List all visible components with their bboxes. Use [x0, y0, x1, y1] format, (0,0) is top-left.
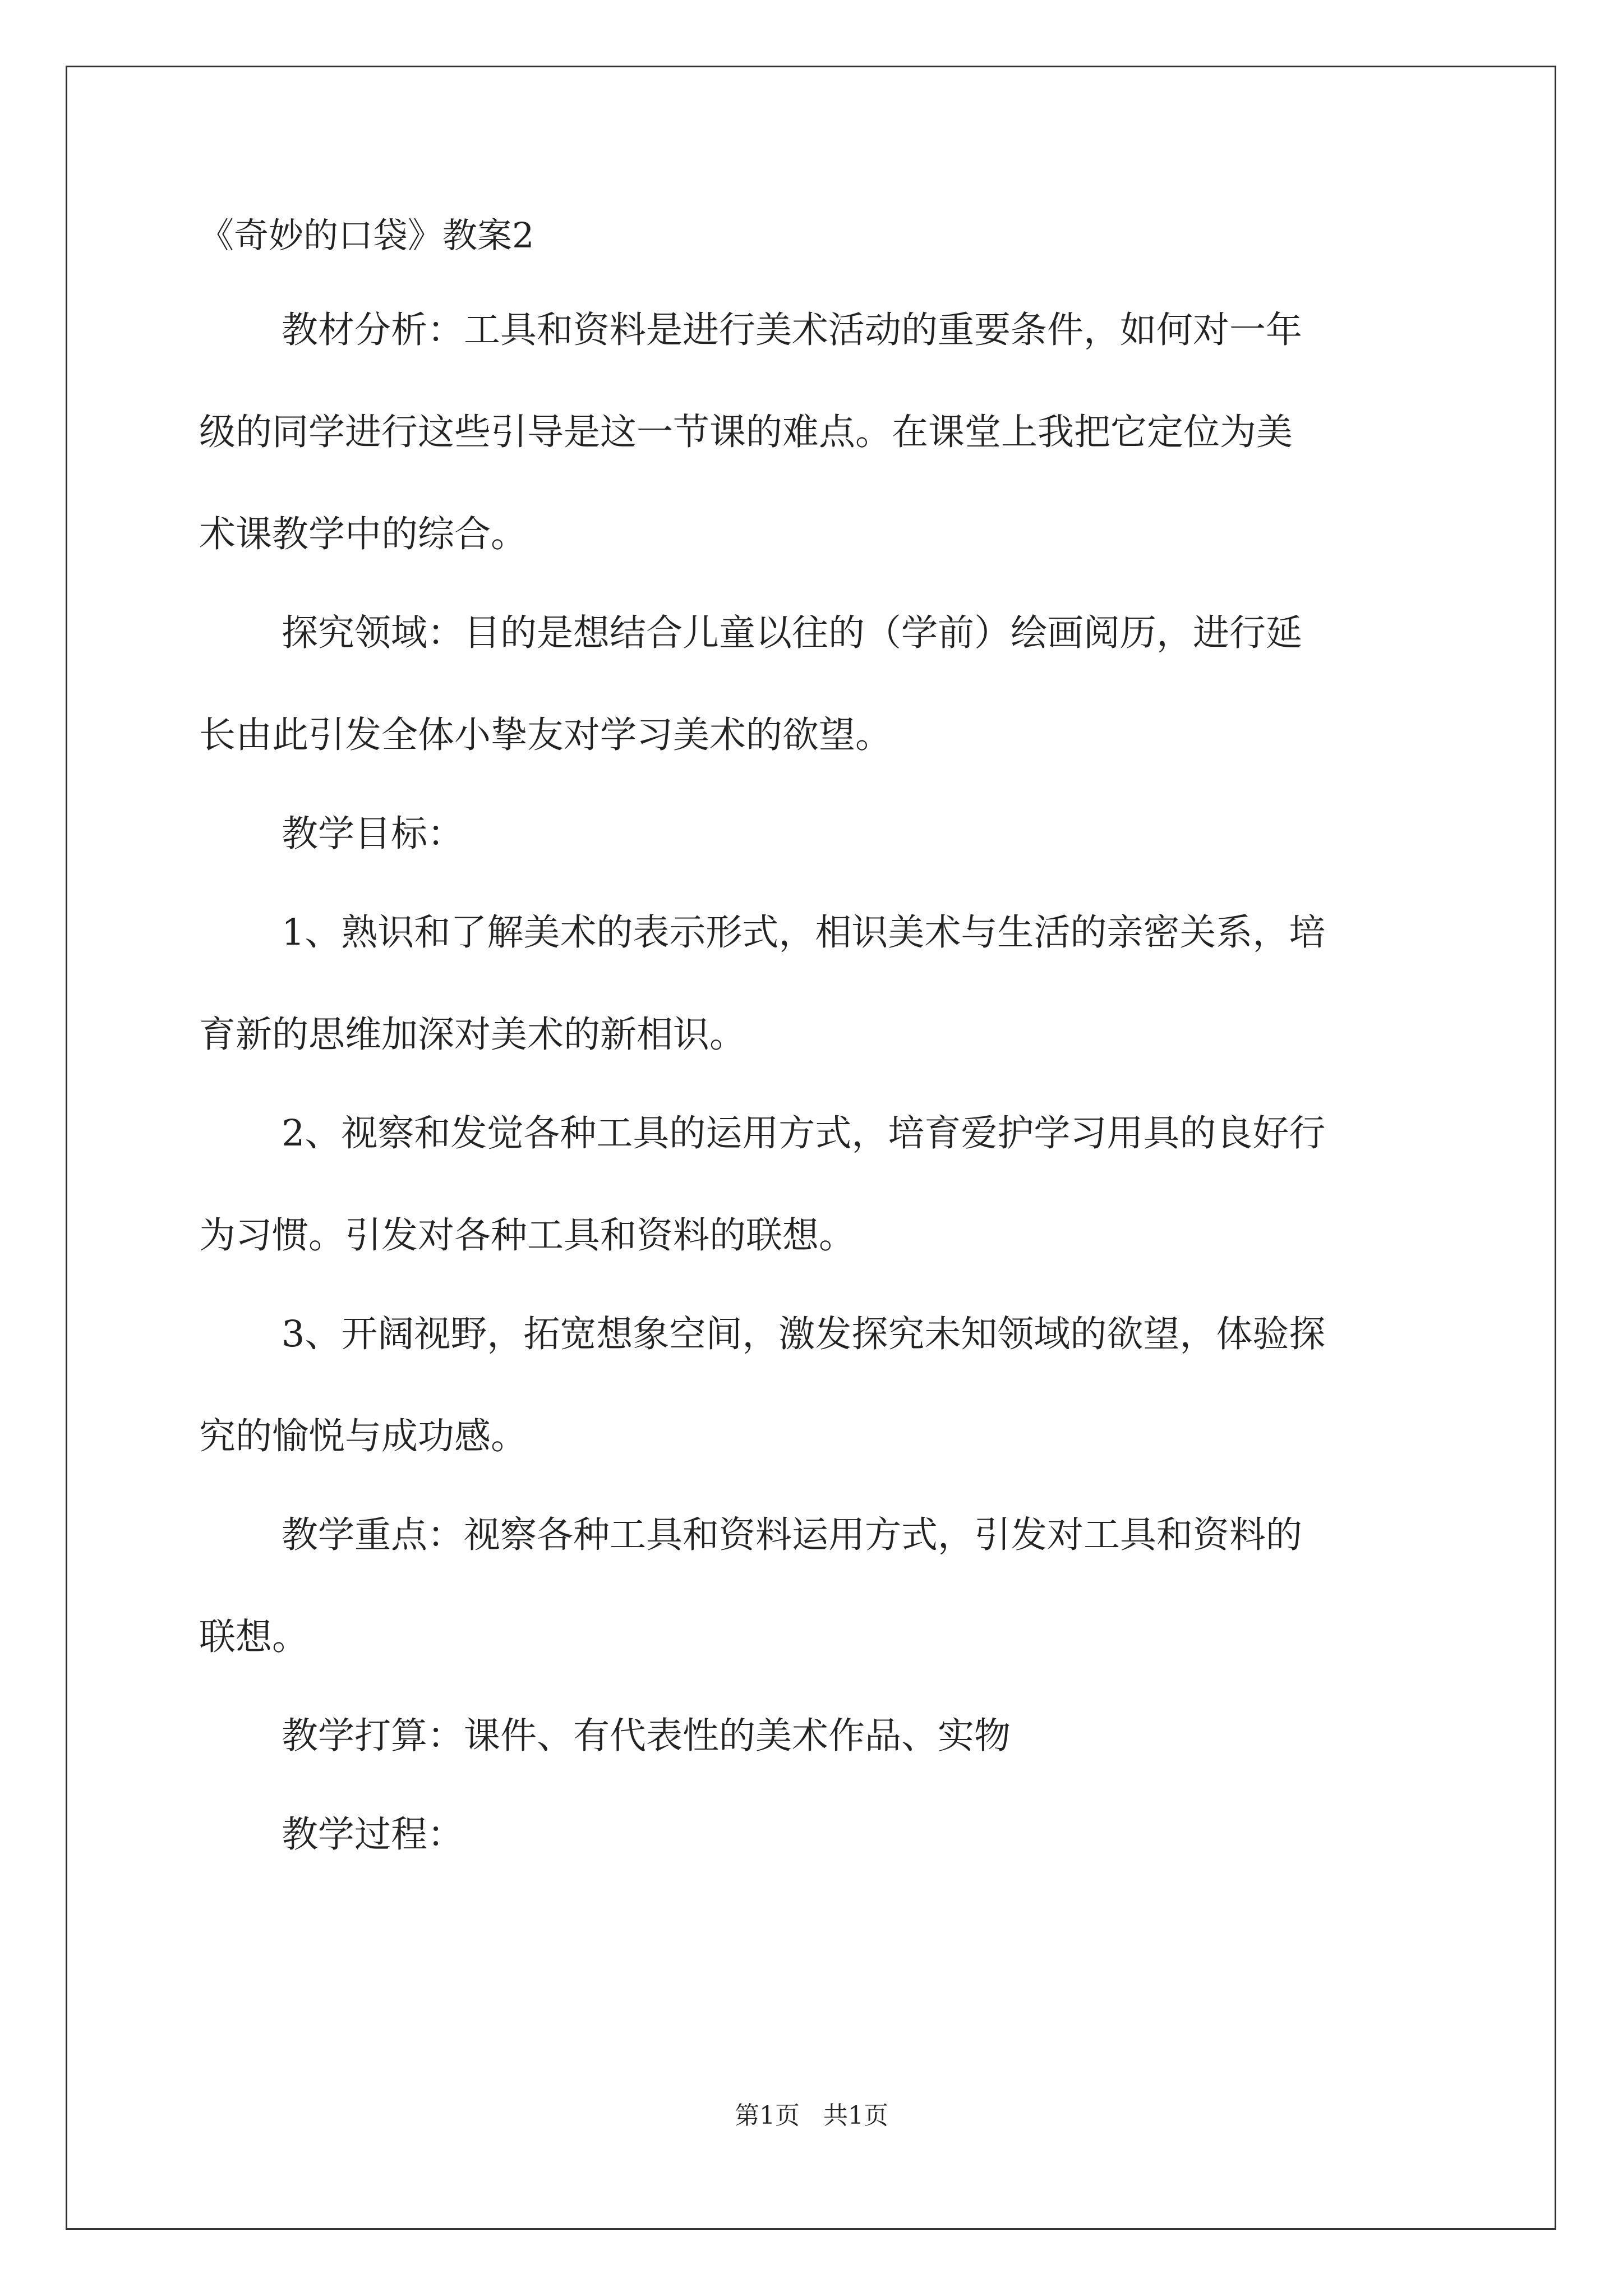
page-footer: 第1页 共1页 — [735, 2101, 888, 2130]
paragraph-line: 1、熟识和了解美术的表示形式，相识美术与生活的亲密关系，培 — [282, 912, 1326, 954]
paragraph-line: 教材分析：工具和资料是进行美术活动的重要条件，如何对一年 — [282, 309, 1303, 351]
paragraph-line: 为习惯。引发对各种工具和资料的联想。 — [199, 1214, 856, 1257]
paragraph-line: 教学过程： — [282, 1814, 464, 1856]
paragraph-line: 长由此引发全体小挚友对学习美术的欲望。 — [199, 714, 892, 756]
paragraph-goal-3 — [199, 1310, 1433, 1461]
document-title: 《奇妙的口袋》教案2 — [199, 215, 534, 256]
paragraph-teaching-focus — [199, 1511, 1433, 1662]
paragraph-line: 联想。 — [199, 1616, 309, 1658]
paragraph-goal-1 — [199, 909, 1433, 1059]
paragraph-line: 探究领域：目的是想结合儿童以往的（学前）绘画阅历，进行延 — [282, 612, 1303, 654]
paragraph-teaching-process-heading — [199, 1811, 1433, 1859]
paragraph-teaching-goals-heading — [199, 810, 1433, 858]
paragraph-line: 3、开阔视野，拓宽想象空间，激发探究未知领域的欲望，体验探 — [282, 1313, 1326, 1355]
paragraph-line: 教学重点：视察各种工具和资料运用方式，引发对工具和资料的 — [282, 1514, 1303, 1556]
paragraph-line: 究的愉悦与成功感。 — [199, 1415, 528, 1457]
paragraph-exploration-field — [199, 609, 1433, 760]
paragraph-materials-analysis — [199, 306, 1433, 559]
paragraph-line: 育新的思维加深对美术的新相识。 — [199, 1014, 746, 1056]
paragraph-line: 教学目标： — [282, 813, 464, 855]
paragraph-line: 级的同学进行这些引导是这一节课的难点。在课堂上我把它定位为美 — [199, 411, 1293, 453]
paragraph-teaching-preparation — [199, 1712, 1433, 1760]
paragraph-line: 教学打算：课件、有代表性的美术作品、实物 — [282, 1715, 1011, 1757]
paragraph-line: 术课教学中的综合。 — [199, 513, 528, 555]
document-body — [199, 208, 1433, 1910]
paragraph-goal-2 — [199, 1110, 1433, 1260]
paragraph-line: 2、视察和发觉各种工具的运用方式，培育爱护学习用具的良好行 — [282, 1112, 1326, 1154]
